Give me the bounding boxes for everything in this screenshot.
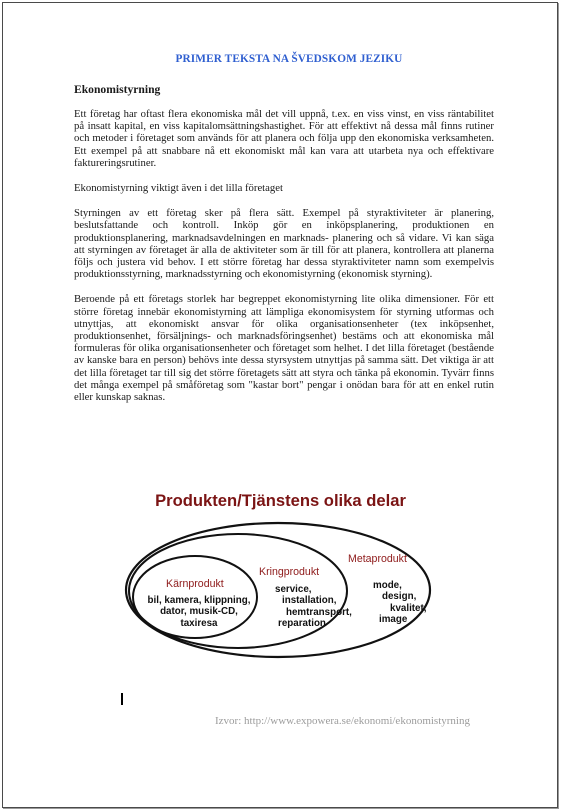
core-item: bil, kamera, klippning, bbox=[147, 595, 251, 606]
core-items bbox=[145, 595, 253, 629]
augmented-item: reparation bbox=[278, 618, 326, 630]
meta-item: kvalitet, bbox=[390, 602, 427, 614]
augmented-label: Kringprodukt bbox=[259, 566, 320, 578]
diagram-title: Produkten/Tjänstens olika delar bbox=[155, 491, 406, 510]
meta-items bbox=[373, 580, 427, 626]
paragraph-2: Styrningen av ett företag sker på flera sätt. Exempel på styraktiviteter är planering, beslutsfattande och kontroll. Inköp gör en inköpsplanering, produktionen en produktionsplanering, marknadsavdelningen en marknads- planering och så vidare. Vi kan säga att styrningen av företaget är alla de aktiviteter som är till för att planera, kontrollera att planerna följs och justera vid behov. I ett större företag har dessa styraktiviteter namn som exempelvis produktionsstyrning, marknadsstyrning och ekonomistyrning (ekonomisk styrning). bbox=[74, 207, 494, 281]
meta-item: mode, bbox=[373, 580, 402, 591]
text-cursor[interactable] bbox=[121, 693, 123, 705]
core-label: Kärnprodukt bbox=[166, 578, 224, 590]
document-body bbox=[74, 53, 494, 416]
augmented-items bbox=[271, 584, 352, 630]
meta-label: Metaprodukt bbox=[348, 553, 407, 565]
augmented-item: service, bbox=[275, 584, 312, 595]
section-heading: Ekonomistyrning bbox=[74, 83, 161, 96]
paragraph-1: Ett företag har oftast flera ekonomiska mål det vill uppnå, t.ex. en viss vinst, en viss räntabilitet på insatt kapital, en viss kapitalomsättningshastighet. För att effektivt nå dessa mål finns rutiner och metoder i företaget som används för att planera och följa upp den ekonomiska verksamheten. Ett exempel på att snabbare nå ett ekonomiskt mål kan vara att utarbeta nya och effektivare faktureringsrutiner. bbox=[74, 108, 494, 169]
document-title: PRIMER TEKSTA NA ŠVEDSKOM JEZIKU bbox=[175, 53, 403, 65]
core-item: dator, musik-CD, bbox=[160, 606, 238, 618]
product-layers-diagram bbox=[123, 481, 438, 686]
subheading-line: Ekonomistyrning viktigt även i det lilla företaget bbox=[74, 182, 283, 195]
source-citation: Izvor: http://www.expowera.se/ekonomi/ekonomistyrning bbox=[215, 715, 470, 727]
augmented-item: hemtransport, bbox=[286, 606, 352, 618]
paragraph-3: Beroende på ett företags storlek har begreppet ekonomistyrning lite olika dimensioner. För ett större företag innebär ekonomistyrning att lämpliga ekonomisystem för styrning utformas och utnyttjas, att ekonomiskt ansvar för olika organisationsenheter (tex inköpsenhet, produktionsenhet, försäljnings- och marknadsföringsenhet) bestäms och att ekonomiska mål formuleras för olika organisationsenheter och företaget som helhet. I det lilla företaget (bestående av kanske bara en person) behövs inte dessa styrsystem utnyttjas på samma sätt. Det viktiga är att det lilla företaget tar till sig det större företagets sätt att styra och tänka på ekonomin. Tyvärr finns det många exempel på småföretag som "kastar bort" pengar i onödan bara för att en enkel rutin eller kunskap saknas. bbox=[74, 293, 494, 404]
meta-item: design, bbox=[382, 591, 417, 603]
document-page bbox=[2, 2, 558, 808]
augmented-item: installation, bbox=[282, 595, 337, 607]
core-item: taxiresa bbox=[180, 617, 218, 629]
meta-item: image bbox=[379, 614, 408, 626]
